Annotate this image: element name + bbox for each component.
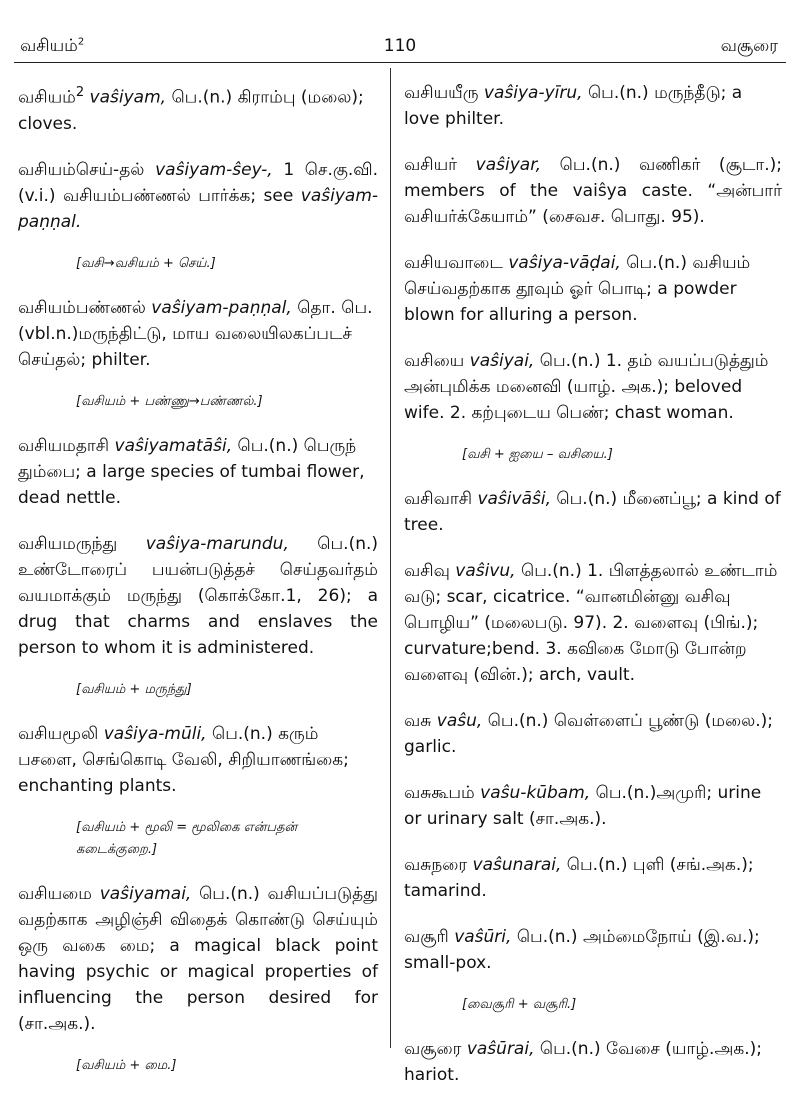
definition: பெ.(n.)அமுரி; urine or urinary salt (சா.அக.). <box>404 783 762 829</box>
definition: 1 செ.கு.வி. (v.i.) வசியம்பண்ணல் பார்க்க; see <box>18 159 379 206</box>
definition: பெ.(n.) மருந்தீடு; a love philter. <box>404 83 743 129</box>
transliteration: vaŝūrai, <box>466 1039 535 1059</box>
etymology-note: [வசியம் + மை.] <box>76 1057 177 1073</box>
transliteration: vaŝu, <box>436 711 483 731</box>
dictionary-entry <box>404 152 782 230</box>
definition: தொ. பெ.(vbl.n.)மருந்திட்டு, மாய வலையிலகப்படச் செய்தல்; philter. <box>18 297 373 370</box>
transliteration: vaŝiyam, <box>89 87 167 108</box>
headword: வசியை <box>404 351 465 371</box>
page-number: 110 <box>383 36 417 56</box>
headword: வசியமை <box>18 883 92 904</box>
header-left-guideword: வசியம்$^2$ <box>20 36 85 56</box>
etymology-note: [வைசூரி + வசூரி.] <box>462 997 577 1012</box>
dictionary-entry <box>404 348 782 426</box>
definition: பெ.(n.) பெருந் தும்பை; a large species of tumbai flower, dead nettle. <box>18 435 365 508</box>
definition: பெ.(n.) வேசை (யாழ்.அக.); hariot. <box>404 1039 762 1085</box>
definition: பெ.(n.) 1. பிளத்தலால் உண்டாம் வடு; scar, cicatrice. “வானமின்னு வசிவு பொழிய” (மலைபடு. 97). 2. வளைவு (பிங்.); curvature;bend. 3. கவிகை மோடு போன்ற வளைவு (வின்.); arch, vault. <box>404 561 778 685</box>
definition: பெ.(n.) வசியம் செய்வதற்காக தூவும் ஓர் பொடி; a powder blown for alluring a person. <box>404 253 751 325</box>
definition: பெ.(n.) கரும் பசளை, செங்கொடி வேலி, சிறியாணங்கை; enchanting plants. <box>18 723 349 796</box>
definition: பெ.(n.) 1. தம் வயப்படுத்தும் அன்புமிக்க மனைவி (யாழ். அக.); beloved wife. 2. கற்புடைய பெண்; chast woman. <box>404 351 769 423</box>
dictionary-entry <box>404 250 782 328</box>
transliteration: vaŝiyai, <box>469 351 535 371</box>
definition: பெ.(n.) புளி (சங்.அக.); tamarind. <box>404 855 754 901</box>
dictionary-entry <box>18 295 378 373</box>
dictionary-entry <box>404 558 782 688</box>
dictionary-entry <box>18 157 378 235</box>
etymology-note: [வசி + ஐயை – வசியை.] <box>462 447 613 462</box>
transliteration: vaŝiya-yīru, <box>483 83 583 103</box>
transliteration: vaŝiyar, <box>475 155 542 175</box>
dictionary-entry <box>404 80 782 132</box>
transliteration: vaŝiya-marundu, <box>145 533 289 554</box>
homonym-number: 2 <box>75 85 85 100</box>
page-header <box>14 30 786 63</box>
dictionary-entry <box>404 852 782 904</box>
definition: பெ.(n.) உண்டோரைப் பயன்படுத்தச் செய்தவர்தம் வயமாக்கும் மருந்து (கொக்கோ.1, 26); a drug that charms and enslaves the person to whom it is administered. <box>18 533 379 658</box>
headword: வசுநரை <box>404 855 468 875</box>
transliteration: vaŝiyam-ŝey-, <box>155 159 273 180</box>
transliteration: vaŝiya-mūli, <box>103 723 207 744</box>
cross-reference: vaŝiyam-paṇṇal. <box>18 185 379 232</box>
etymology-note: [வசியம் + பண்ணு→பண்ணல்.] <box>76 393 263 409</box>
headword: வசியமதாசி <box>18 435 110 456</box>
headword: வசியவாடை <box>404 253 503 273</box>
transliteration: vaŝiya-vāḍai, <box>508 253 621 273</box>
dictionary-entry <box>404 486 782 538</box>
dictionary-entry <box>404 1036 782 1088</box>
headword: வசியம் <box>18 87 76 108</box>
headword: வசியம்பண்ணல் <box>18 297 146 318</box>
definition: பெ.(n.) அம்மைநோய் (இ.வ.); small-pox. <box>404 927 760 973</box>
dictionary-entry <box>404 924 782 976</box>
headword: வசியர் <box>404 155 458 175</box>
right-column <box>404 80 782 1108</box>
headword: வசியயீரு <box>404 83 479 103</box>
definition: பெ.(n.) வசியப்படுத்து வதற்காக அழிஞ்சி விதைக் கொண்டு செய்யும் ஒரு வகை மை; a magical black point having psychic or magical properties of influencing the person desired for (சா.அக.). <box>18 883 378 1034</box>
headword: வசிவாசி <box>404 489 473 509</box>
headword: வசியமருந்து <box>18 533 118 554</box>
definition: பெ.(n.) வெள்ளைப் பூண்டு (மலை.); garlic. <box>404 711 774 757</box>
transliteration: vaŝiyamatāŝi, <box>114 435 233 456</box>
transliteration: vaŝivāŝi, <box>477 489 551 509</box>
dictionary-entry <box>18 531 378 661</box>
transliteration: vaŝunarai, <box>472 855 562 875</box>
transliteration: vaŝūri, <box>454 927 512 947</box>
dictionary-entry <box>18 433 378 511</box>
column-divider <box>390 68 391 1048</box>
headword: வசியம்செய்-தல் <box>18 159 145 180</box>
definition: பெ.(n.) மீனைப்பூ; a kind of tree. <box>404 489 781 535</box>
headword: வசிவு <box>404 561 450 581</box>
headword: வசூரை <box>404 1039 462 1059</box>
definition: பெ.(n.) வணிகர் (சூடா.); members of the vaiŝya caste. “அன்பார் வசியர்க்கேயாம்” (சைவச. பொது. 95). <box>404 155 783 227</box>
dictionary-entry <box>18 881 378 1037</box>
headword: வசூரி <box>404 927 449 947</box>
etymology-note: [வசி→வசியம் + செய்.] <box>76 255 216 271</box>
headword: வசியமூலி <box>18 723 99 744</box>
dictionary-entry <box>404 780 782 832</box>
headword: வசு <box>404 711 432 731</box>
dictionary-entry <box>18 721 378 799</box>
etymology-note: [வசியம் + மருந்து] <box>76 681 192 697</box>
etymology-note: [வசியம் + மூலி = மூலிகை என்பதன் கடைக்குறை.] <box>76 819 298 857</box>
definition: பெ.(n.) கிராம்பு (மலை); cloves. <box>18 87 364 134</box>
transliteration: vaŝu-kūbam, <box>480 783 591 803</box>
transliteration: vaŝiyam-paṇṇal, <box>151 297 292 318</box>
header-right-guideword: வசூரை <box>720 36 778 56</box>
headword: வசுகூபம் <box>404 783 475 803</box>
transliteration: vaŝiyamai, <box>99 883 192 904</box>
transliteration: vaŝivu, <box>455 561 516 581</box>
left-column <box>18 80 378 1097</box>
dictionary-entry <box>404 708 782 760</box>
dictionary-entry <box>18 80 378 137</box>
